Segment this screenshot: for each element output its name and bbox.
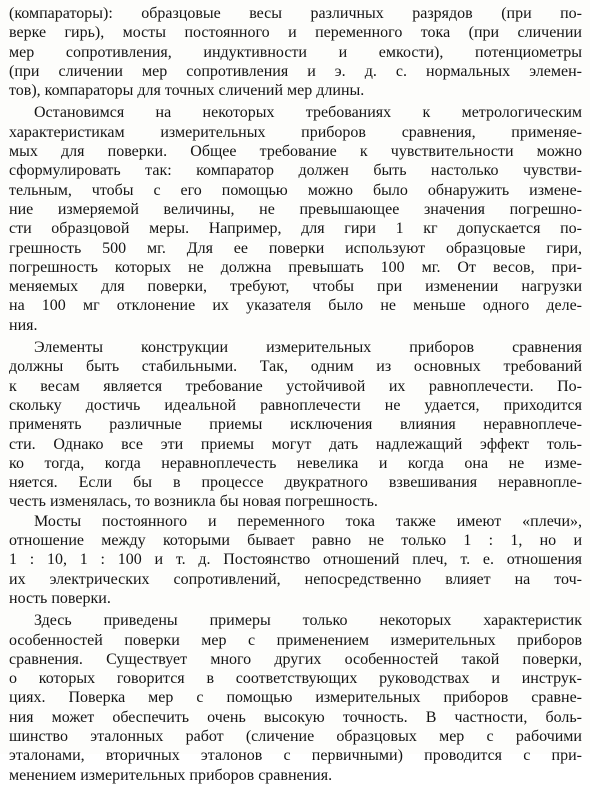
- text-line: особенностей поверки мер с применением измерительных приборов: [9, 631, 582, 649]
- paragraph-summary: [9, 611, 582, 785]
- text-line: 1 : 10, 1 : 100 и т. д. Постоянство отношений плеч, т. е. отношения: [9, 551, 582, 569]
- text-line: сравнения. Существует много других особенностей такой поверки,: [9, 650, 582, 668]
- paragraph-stability: [9, 338, 582, 512]
- text-line: ния.: [9, 316, 38, 334]
- text-line: меняемых для поверки, требуют, чтобы при изменении нагрузки: [9, 278, 582, 296]
- text-line: ние измеряемой величины, не превышающее значения погрешно-: [9, 200, 582, 218]
- text-line: их электрических сопротивлений, непосредственно влияет на точ-: [9, 570, 582, 588]
- text-line: на 100 мг отклонение их указателя было не меньше одного деле-: [9, 297, 582, 315]
- text-line: мер сопротивления, индуктивности и емкости), потенциометры: [9, 43, 582, 61]
- text-line: честь изменялась, то возникла бы новая погрешность.: [9, 493, 378, 511]
- text-line: отношение между которыми бывает равно не только 1 : 1, но и: [9, 532, 582, 550]
- paragraph-comparators-list: [9, 4, 582, 100]
- text-line: сти. Однако все эти приемы могут дать надлежащий эффект толь-: [9, 435, 582, 453]
- text-line: грешность 500 мг. Для ее поверки используют образцовые гири,: [9, 239, 582, 257]
- text-line: мых для поверки. Общее требование к чувствительности можно: [9, 143, 582, 161]
- text-line: циях. Поверка мер с помощью измерительных приборов сравне-: [9, 689, 582, 707]
- text-line: Здесь приведены примеры только некоторых характеристик: [34, 612, 582, 630]
- paragraph-bridges: [9, 512, 582, 608]
- text-line: шинство эталонных работ (сличение образцовых мер с рабочими: [9, 727, 582, 745]
- text-line: к весам является требование устойчивой их равноплечести. По-: [9, 377, 582, 395]
- text-line: скольку достичь идеальной равноплечести не удается, приходится: [9, 396, 582, 414]
- paragraph-sensitivity-requirements: [9, 103, 582, 335]
- text-line: Остановимся на некоторых требованиях к метрологическим: [34, 104, 582, 122]
- text-line: тельным, чтобы с его помощью можно было обнаружить измене-: [9, 181, 582, 199]
- text-line: ния может обеспечить очень высокую точность. В частности, боль-: [9, 708, 582, 726]
- text-line: (компараторы): образцовые весы различных разрядов (при по-: [9, 5, 582, 22]
- text-line: верке гирь), мосты постоянного и переменного тока (при сличении: [9, 24, 582, 42]
- text-line: должны быть стабильными. Так, одним из основных требований: [9, 358, 582, 376]
- text-line: ко тогда, когда неравноплечесть невелика и когда она не изме-: [9, 454, 582, 472]
- text-line: сти образцовой меры. Например, для гири 1 кг допускается по-: [9, 220, 582, 238]
- text-line: менением измерительных приборов сравнения.: [9, 766, 333, 784]
- text-line: погрешность которых не должна превышать 100 мг. От весов, при-: [9, 258, 582, 276]
- text-line: Элементы конструкции измерительных приборов сравнения: [34, 339, 582, 357]
- text-line: ность поверки.: [9, 589, 111, 607]
- text-line: няется. Если бы в процессе двукратного взвешивания неравноплe-: [9, 474, 582, 492]
- text-line: тов), компараторы для точных сличений мер длины.: [9, 82, 365, 100]
- text-line: применять различные приемы исключения влияния неравноплече-: [9, 416, 582, 434]
- text-line: сформулировать так: компаратор должен быть настолько чувстви-: [9, 162, 582, 180]
- text-line: эталонами, вторичных эталонов с первичными) проводится с при-: [9, 747, 582, 765]
- text-line: о которых говорится в соответствующих руководствах и инструк-: [9, 670, 582, 688]
- text-line: Мосты постоянного и переменного тока также имеют «плечи»,: [34, 512, 582, 530]
- text-line: (при сличении мер сопротивления и э. д. с. нормальных элемен-: [9, 62, 582, 80]
- text-line: характеристикам измерительных приборов сравнения, применяе-: [9, 123, 582, 141]
